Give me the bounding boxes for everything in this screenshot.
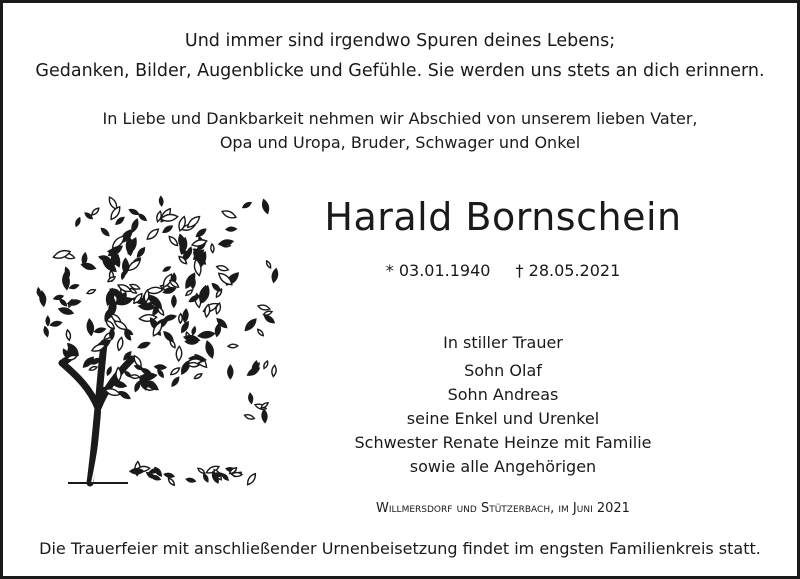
funeral-note: Die Trauerfeier mit anschließender Urnenbeisetzung findet im engsten Familienkreis statt.: [39, 539, 761, 558]
leaf-shape: [226, 227, 236, 231]
leaf-shape: [204, 340, 215, 358]
leaf-shape: [271, 268, 279, 282]
leaf-shape: [202, 473, 209, 482]
leaf-shape: [244, 413, 255, 420]
place-and-date: Willmersdorf und Stützerbach, im Juni 2021: [376, 501, 630, 516]
leaf-shape: [136, 247, 146, 259]
leaf-shape: [46, 316, 50, 325]
leaf-shape: [75, 217, 82, 226]
leaf-shape: [110, 328, 115, 339]
leaf-shape: [121, 271, 126, 280]
leaf-shape: [211, 282, 221, 292]
leaf-shape: [186, 477, 196, 482]
tree-with-falling-leaves-icon: [28, 183, 288, 493]
leaf-shape: [69, 284, 79, 290]
leaf-shape: [167, 477, 176, 486]
leaf-shape: [130, 469, 143, 474]
leaf-shape: [257, 304, 270, 311]
leaf-shape: [204, 304, 211, 317]
leaf-shape: [261, 199, 270, 214]
leaf-shape: [86, 288, 96, 295]
leaf-shape: [162, 330, 175, 343]
birth-date: * 03.01.1940: [385, 261, 491, 280]
leaf-shape: [129, 208, 140, 216]
leaf-shape: [43, 326, 49, 337]
leaf-shape: [243, 317, 258, 332]
leaf-shape: [157, 369, 165, 379]
leaf-shape: [137, 341, 150, 350]
leaf-shape: [263, 360, 269, 369]
leaf-shape: [107, 276, 116, 283]
leaf-shape: [58, 306, 74, 316]
leaf-shape: [164, 472, 174, 478]
leaf-shape: [37, 288, 41, 296]
leaf-shape: [195, 227, 207, 238]
leaf-shape: [176, 346, 182, 361]
leaf-shape: [228, 344, 238, 348]
intro-line-1: In Liebe und Dankbarkeit nehmen wir Abschied von unserem lieben Vater,: [102, 109, 698, 128]
mourner-entry: sowie alle Angehörigen: [409, 457, 597, 476]
intro-line-2: Opa und Uropa, Bruder, Schwager und Onkel: [219, 133, 581, 152]
leaf-shape: [185, 289, 194, 297]
leaf-shape: [50, 320, 62, 327]
leaf-shape: [251, 361, 259, 375]
leaf-shape: [100, 227, 110, 237]
leaf-shape: [191, 326, 196, 335]
leaf-shape: [242, 201, 252, 209]
leaf-shape: [67, 299, 80, 306]
death-date: † 28.05.2021: [515, 261, 621, 280]
life-dates: [303, 261, 703, 280]
leaf-shape: [86, 319, 94, 336]
leaf-shape: [182, 309, 188, 322]
quote-line-2: Gedanken, Bilder, Augenblicke und Gefühle. Sie werden uns stets an dich erinnern.: [35, 61, 765, 81]
mourner-entry: Sohn Andreas: [447, 385, 559, 404]
leaf-shape: [163, 266, 171, 273]
leaf-shape: [159, 196, 163, 205]
leaf-shape: [179, 314, 183, 324]
leaf-shape: [216, 264, 229, 272]
deceased-name: Harald Bornschein: [324, 195, 682, 239]
leaf-shape: [81, 262, 96, 271]
leaf-shape: [265, 260, 272, 269]
leaf-shape: [246, 472, 258, 486]
leaf-shape: [197, 467, 206, 474]
leaf-shape: [145, 227, 160, 241]
leaf-shape: [162, 224, 173, 234]
mourner-entry: Schwester Renate Heinze mit Familie: [354, 433, 652, 452]
quote-line-1: Und immer sind irgendwo Spuren deines Lebens;: [184, 31, 616, 51]
leaf-shape: [262, 409, 268, 422]
leaf-shape: [218, 239, 233, 247]
mourner-entry: Sohn Olaf: [464, 361, 542, 380]
leaf-shape: [155, 365, 166, 370]
leaf-shape: [191, 238, 207, 247]
mourner-entry: seine Enkel und Urenkel: [406, 409, 600, 428]
leaf-shape: [116, 337, 124, 351]
mourners-block: [303, 331, 703, 479]
leaf-shape: [168, 235, 180, 247]
leaf-shape: [118, 390, 131, 401]
leaf-shape: [256, 328, 264, 337]
leaf-shape: [228, 365, 233, 378]
leaf-shape: [130, 374, 140, 378]
leaf-shape: [248, 393, 253, 403]
leaf-shape: [172, 296, 176, 307]
leaf-shape: [169, 366, 180, 376]
leaf-shape: [210, 244, 214, 253]
leaf-shape: [271, 365, 277, 377]
leaf-shape: [134, 364, 143, 370]
leaf-shape: [106, 366, 112, 375]
leaf-shape: [66, 330, 72, 341]
leaf-shape: [170, 376, 180, 387]
leaf-shape: [90, 207, 100, 216]
leaf-shape: [198, 331, 215, 339]
leaf-shape: [263, 314, 275, 325]
mourners-heading: In stiller Trauer: [443, 333, 563, 352]
leaf-shape: [94, 327, 106, 334]
leaf-shape: [193, 373, 202, 380]
leaf-shape: [221, 209, 237, 220]
leaf-shape: [89, 366, 98, 372]
